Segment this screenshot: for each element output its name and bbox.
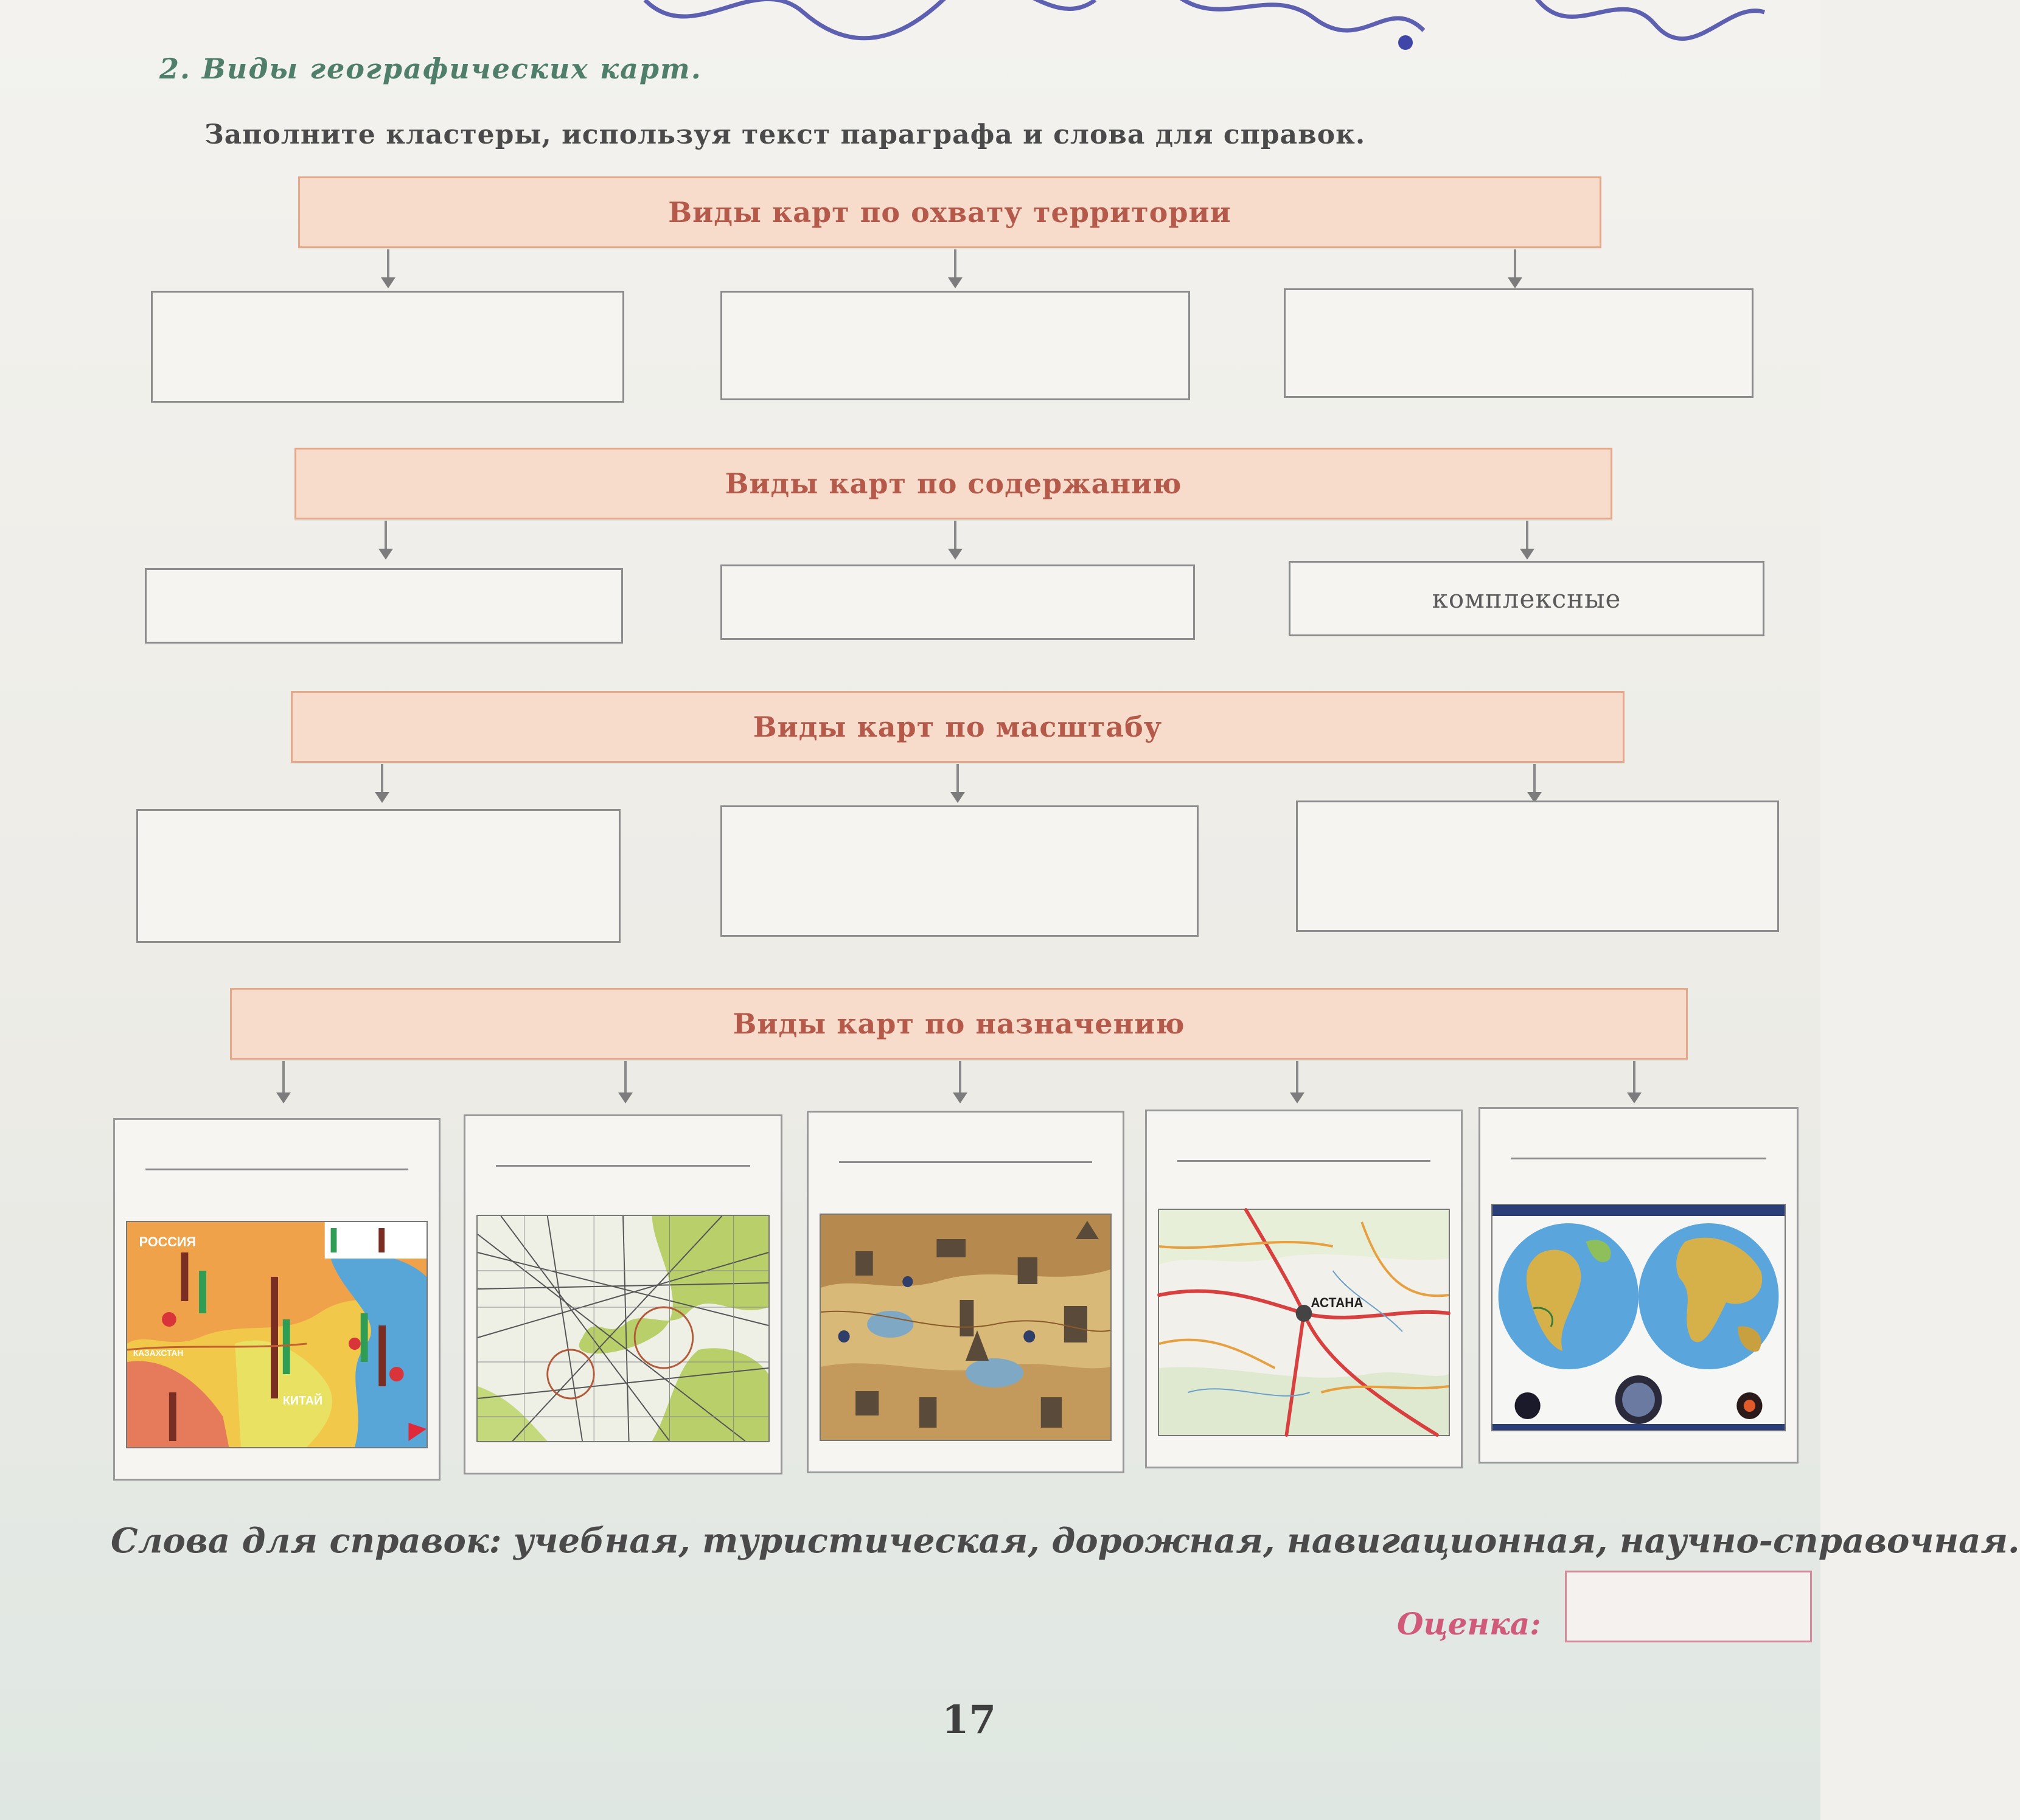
answer-box[interactable] (720, 291, 1190, 400)
answer-box[interactable] (1296, 801, 1779, 932)
answer-line[interactable] (839, 1161, 1092, 1163)
handwriting-scribble (621, 0, 1777, 67)
navigation-map-image (476, 1215, 770, 1442)
arrow (954, 249, 956, 280)
cluster-banner-scale: Виды карт по масштабу (291, 691, 1625, 763)
answer-box[interactable] (136, 809, 621, 943)
arrow (1533, 764, 1536, 794)
grade-box[interactable] (1565, 1571, 1812, 1642)
arrow (1526, 521, 1528, 551)
arrow (282, 1061, 285, 1095)
answer-box[interactable] (145, 568, 623, 644)
arrow (954, 521, 956, 551)
arrow (624, 1061, 627, 1095)
cluster-banner-content: Виды карт по содержанию (294, 448, 1612, 519)
cluster-banner-purpose: Виды карт по назначению (230, 988, 1688, 1060)
arrow (385, 521, 387, 551)
answer-line[interactable] (145, 1169, 408, 1170)
map-label-astana: АСТАНА (1311, 1295, 1364, 1311)
section-title: 2. Виды географических карт. (159, 52, 702, 85)
purpose-card (464, 1114, 782, 1474)
answer-box[interactable] (1289, 561, 1764, 636)
arrow (381, 764, 383, 794)
arrow (956, 764, 959, 794)
purpose-card (113, 1118, 441, 1481)
road-map-image (1158, 1209, 1450, 1436)
economic-map-image (126, 1221, 428, 1448)
answer-line[interactable] (1511, 1158, 1766, 1159)
arrow (387, 249, 389, 280)
tourist-map-image (820, 1214, 1112, 1441)
purpose-card (1145, 1110, 1463, 1468)
map-label-kazakhstan: КАЗАХСТАН (133, 1347, 184, 1358)
grade-label: Оценка: (1397, 1606, 1541, 1642)
cluster-banner-territory: Виды карт по охвату территории (298, 176, 1601, 248)
hemispheres-map-image (1491, 1204, 1786, 1431)
map-label-china: КИТАЙ (282, 1394, 323, 1408)
map-label-russia: РОССИЯ (139, 1234, 197, 1250)
arrow (1633, 1061, 1635, 1095)
answer-box[interactable] (151, 291, 624, 403)
instruction-text: Заполните кластеры, используя текст параграфа и слова для справок. (204, 119, 1366, 150)
answer-box[interactable] (1284, 288, 1754, 398)
answer-text-complex: комплексные (1432, 583, 1621, 614)
answer-box[interactable] (720, 564, 1195, 640)
purpose-card (807, 1111, 1124, 1473)
arrow (1514, 249, 1516, 280)
answer-line[interactable] (1177, 1160, 1430, 1162)
reference-words: Слова для справок: учебная, туристическая, дорожная, навигационная, научно-справочная. (111, 1521, 2020, 1561)
purpose-card (1478, 1107, 1799, 1464)
arrow (959, 1061, 961, 1095)
answer-box[interactable] (720, 805, 1199, 937)
arrow (1296, 1061, 1298, 1095)
answer-line[interactable] (496, 1165, 750, 1167)
page-number: 17 (942, 1697, 997, 1743)
